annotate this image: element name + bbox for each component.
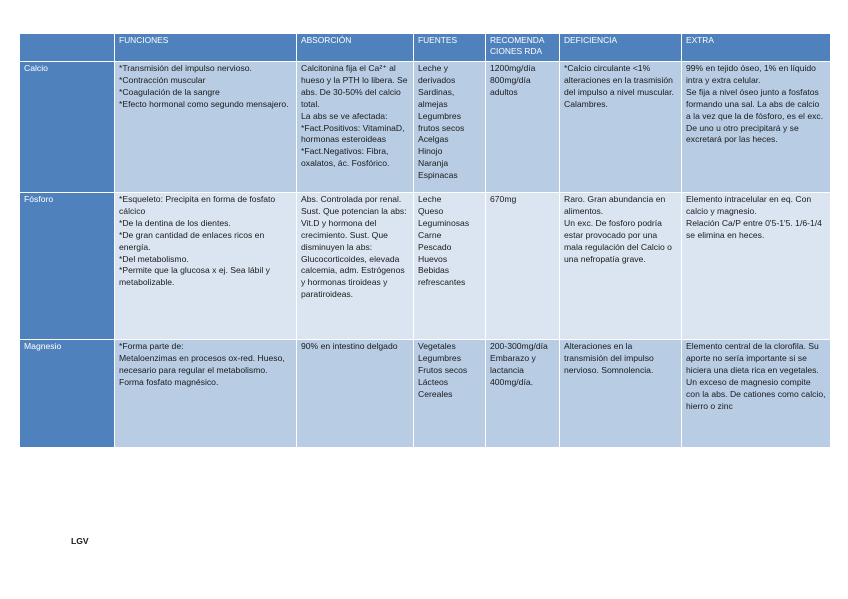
cell-line: 670mg	[490, 194, 517, 204]
cell-line: Cereales	[418, 388, 453, 399]
cell-line: Carne	[418, 229, 442, 240]
cell-line: Elemento intracelular en eq. Con calcio y magnesio.	[686, 194, 812, 216]
cell-line: Alteraciones en la transmisión del impulso nervioso. Somnolencia.	[564, 341, 654, 375]
header-fuentes: FUENTES	[414, 34, 486, 62]
cell-extra	[682, 193, 831, 340]
cell-line: Un exceso de magnesio compite con la abs. De cationes como calcio, hierro o zinc	[686, 376, 826, 411]
cell-funciones	[115, 193, 297, 340]
cell-line: Vegetales	[418, 341, 456, 351]
cell-line: Se fija a nivel óseo junto a fosfatos formando una sal. La abs de calcio a la vez que la de fósforo, es el exc. De uno u otro precipitará y se excretará por las heces.	[686, 86, 824, 145]
cell-line: *Fact.Positivos: VitaminaD, hormonas esteroideas	[301, 122, 405, 145]
cell-fuentes	[414, 193, 486, 340]
cell-funciones	[115, 340, 297, 448]
cell-line: Huevos	[418, 253, 448, 264]
cell-line: Espinacas	[418, 170, 458, 181]
table-row	[20, 62, 831, 193]
cell-line: *Contracción muscular	[119, 74, 206, 85]
header-absorcion: ABSORCIÓN	[297, 34, 414, 62]
table-row	[20, 193, 831, 340]
cell-line: Calcitonina fija el Ca²⁺ al hueso y la PTH lo libera. Se abs. De 30-50% del calcio total.	[301, 63, 408, 109]
cell-fuentes	[414, 340, 486, 448]
cell-line: Leguminosas	[418, 217, 470, 228]
cell-line: Embarazo y lactancia 400mg/día.	[490, 352, 536, 387]
header-row	[20, 34, 831, 62]
cell-absorcion	[297, 62, 414, 193]
cell-line: Sardinas, almejas	[418, 86, 455, 109]
cell-line: 200-300mg/día	[490, 341, 548, 351]
cell-line: 99% en tejido óseo, 1% en líquido intra y extra celular.	[686, 63, 816, 85]
cell-line: 90% en intestino delgado	[301, 341, 398, 351]
cell-line: *Esqueleto: Precipita en forma de fosfato cálcico	[119, 194, 276, 216]
cell-line: *Coagulación de la sangre	[119, 86, 220, 97]
cell-line: Raro. Gran abundancia en alimentos.	[564, 194, 666, 216]
cell-deficiencia	[560, 193, 682, 340]
cell-line: *Fact.Negativos: Fibra, oxalatos, ác. Fosfórico.	[301, 146, 390, 169]
cell-absorcion	[297, 193, 414, 340]
cell-line: 1200mg/día	[490, 63, 536, 73]
cell-line: *De gran cantidad de enlaces ricos en energía.	[119, 229, 265, 252]
row-label: Fósforo	[20, 193, 115, 340]
header-funciones: FUNCIONES	[115, 34, 297, 62]
cell-line: frutos secos	[418, 122, 465, 133]
cell-line: Metaloenzimas en procesos ox-red. Hueso, necesario para regular el metabolismo. Forma fosfato magnésico.	[119, 352, 285, 387]
cell-line: Legumbres	[418, 110, 461, 121]
cell-line: *Transmisión del impulso nervioso.	[119, 63, 252, 73]
cell-line: Relación Ca/P entre 0'5-1'5. 1/6-1/4 se elimina en heces.	[686, 217, 822, 240]
cell-recomendaciones	[486, 193, 560, 340]
header-extra: EXTRA	[682, 34, 831, 62]
cell-line: Pescado	[418, 241, 452, 252]
cell-line: Acelgas	[418, 134, 449, 145]
cell-recomendaciones	[486, 340, 560, 448]
cell-line: *De la dentina de los dientes.	[119, 217, 231, 228]
cell-line: *Calcio circulante <1% alteraciones en la trasmisión del impulso a nivel muscular. Calambres.	[564, 63, 674, 109]
cell-line: La abs se ve afectada:	[301, 110, 388, 121]
row-label: Calcio	[20, 62, 115, 193]
header-recomendaciones: RECOMENDA CIONES RDA	[486, 34, 560, 62]
cell-recomendaciones	[486, 62, 560, 193]
cell-line: *Permite que la glucosa x ej. Sea lábil y metabolizable.	[119, 265, 270, 288]
cell-extra	[682, 62, 831, 193]
cell-extra	[682, 340, 831, 448]
cell-line: Lácteos	[418, 376, 449, 387]
cell-line: Frutos secos	[418, 364, 468, 375]
cell-funciones	[115, 62, 297, 193]
cell-line: Leche y derivados	[418, 63, 456, 85]
minerals-table	[19, 33, 831, 448]
cell-line: 800mg/día adultos	[490, 74, 531, 97]
cell-line: Bebidas refrescantes	[418, 265, 466, 288]
cell-line: Leche	[418, 194, 442, 204]
cell-deficiencia	[560, 62, 682, 193]
cell-line: *Forma parte de:	[119, 341, 184, 351]
cell-line: *Efecto hormonal como segundo mensajero.	[119, 98, 289, 109]
cell-absorcion	[297, 340, 414, 448]
cell-deficiencia	[560, 340, 682, 448]
cell-line: Un exc. De fosforo podría estar provocado por una mala regulación del Calcio o una nefropatía grave.	[564, 217, 672, 264]
cell-line: Legumbres	[418, 352, 461, 363]
cell-line: *Del metabolismo.	[119, 253, 189, 264]
row-label: Magnesio	[20, 340, 115, 448]
cell-line: Abs. Controlada por renal. Sust. Que potencian la abs: Vit.D y hormona del crecimiento. Sust. Que disminuyen la abs: Glucocorticoides, elevada calcemia, adm. Estrógenos y hormonas tiroideas y paratiroideas.	[301, 194, 407, 300]
cell-line: Hinojo	[418, 146, 443, 157]
cell-line: Elemento central de la clorofila. Su aporte no sería importante si se hiciera una dieta rica en vegetales.	[686, 341, 819, 375]
cell-line: Naranja	[418, 158, 449, 169]
header-corner	[20, 34, 115, 62]
footer-initials: LGV	[71, 536, 89, 546]
cell-line: Queso	[418, 205, 444, 216]
cell-fuentes	[414, 62, 486, 193]
table-row	[20, 340, 831, 448]
header-deficiencia: DEFICIENCIA	[560, 34, 682, 62]
